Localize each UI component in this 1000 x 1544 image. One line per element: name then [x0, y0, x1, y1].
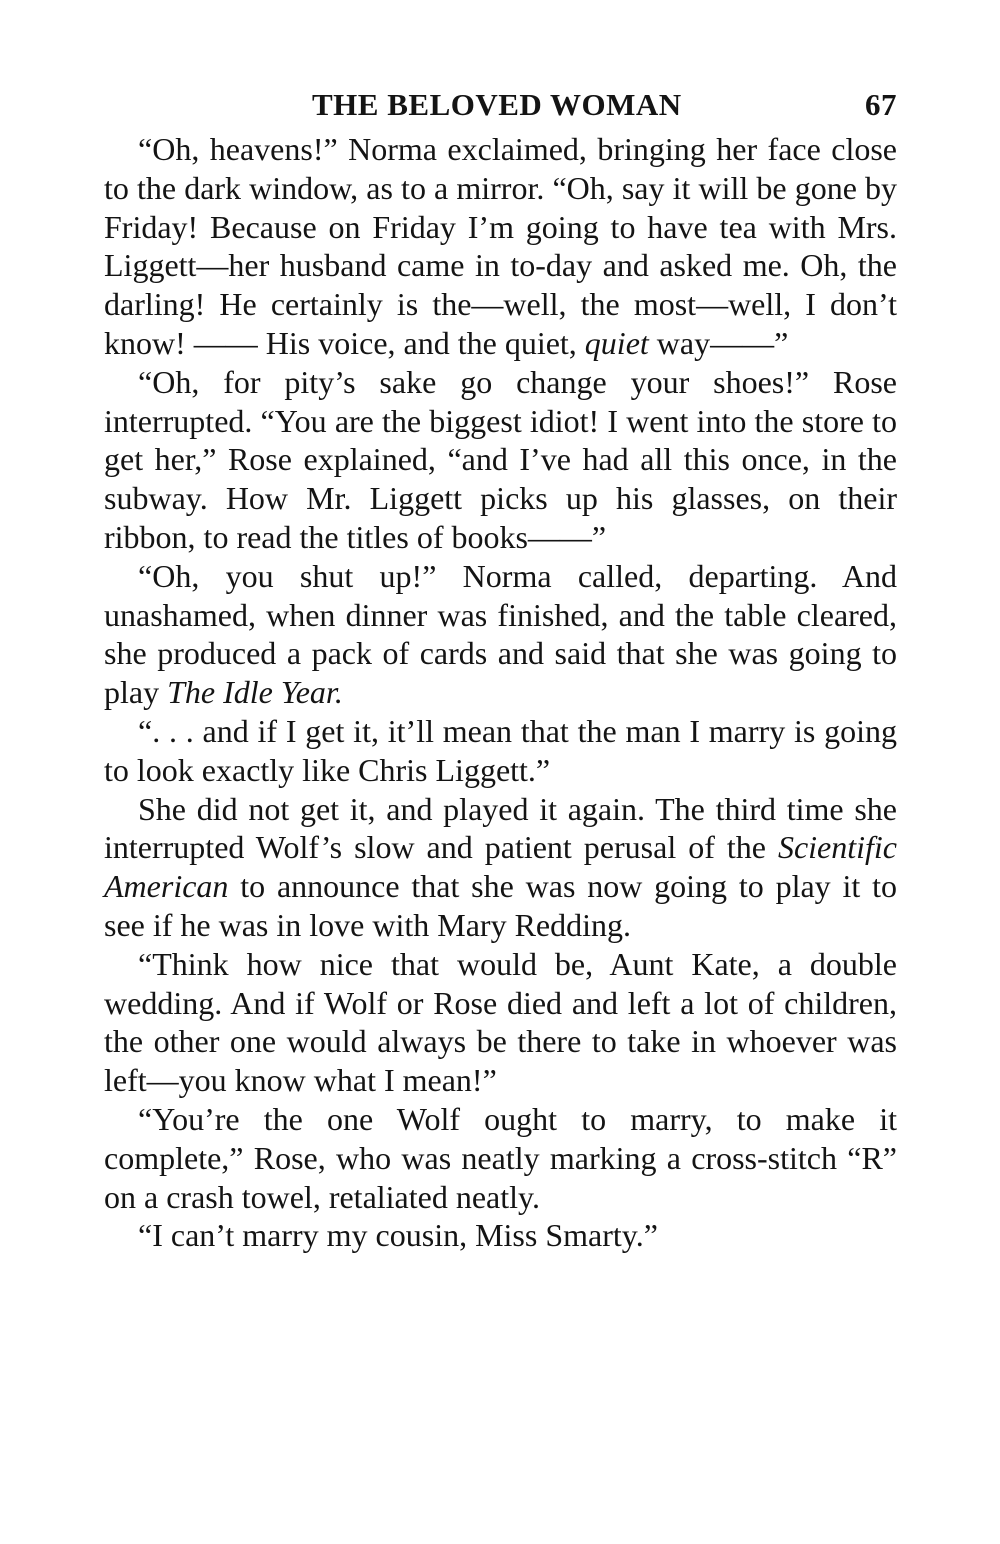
text-run: “I can’t marry my cousin, Miss Smarty.” [138, 1217, 658, 1254]
text-run: “Think how nice that would be, Aunt Kate, a double wedding. And if Wolf or Rose died and left a lot of children, the other one would always be there to take in whoever was left—you know what I mean!” [104, 945, 897, 1099]
text-run: “Oh, you shut up!” Norma called, departing. And unashamed, when dinner was finished, and the table cleared, she produced a pack of cards and said that she was going to play [104, 557, 897, 711]
text-run: “. . . and if I get it, it’ll mean that the man I marry is going to look exactly like Chris Liggett.” [104, 712, 897, 788]
book-page [104, 80, 897, 1255]
paragraph [104, 712, 897, 790]
text-run: She did not get it, and played it again. The third time she interrupted Wolf’s slow and patient perusal of the [104, 790, 897, 866]
paragraph [104, 130, 897, 363]
paragraph [104, 557, 897, 712]
paragraph [104, 1216, 897, 1255]
text-run: way——” [648, 324, 789, 361]
text-run: to announce that she was now going to play it to see if he was in love with Mary Redding. [104, 868, 897, 943]
text-run: “You’re the one Wolf ought to marry, to make it complete,” Rose, who was neatly marking a cross-stitch “R” on a crash towel, retaliated neatly. [104, 1100, 897, 1215]
text-run: “Oh, for pity’s sake go change your shoes!” Rose interrupted. “You are the biggest idiot! I went into the store to get her,” Rose explained, “and I’ve had all this once, in the subway. How Mr. Liggett picks up his glasses, on their ribbon, to read the titles of books——” [104, 363, 897, 555]
running-head-title: THE BELOVED WOMAN [312, 87, 682, 122]
paragraph [104, 1100, 897, 1216]
running-head [104, 80, 897, 130]
page-number: 67 [865, 87, 897, 122]
italic-run: Scientific American [104, 829, 897, 905]
italic-run: The Idle Year. [167, 674, 343, 711]
paragraph [104, 790, 897, 945]
paragraph [104, 945, 897, 1100]
paragraph [104, 363, 897, 557]
body-text [104, 130, 897, 1255]
italic-run: quiet [584, 324, 649, 361]
text-run: “Oh, heavens!” Norma exclaimed, bringing her face close to the dark window, as to a mirror. “Oh, say it will be gone by Friday! Because on Friday I’m going to have tea with Mrs. Liggett—her husband came in to-day and asked me. Oh, the darling! He certainly is the—well, the most—well, I don’t know! —— His voice, and the quiet, [104, 131, 897, 361]
